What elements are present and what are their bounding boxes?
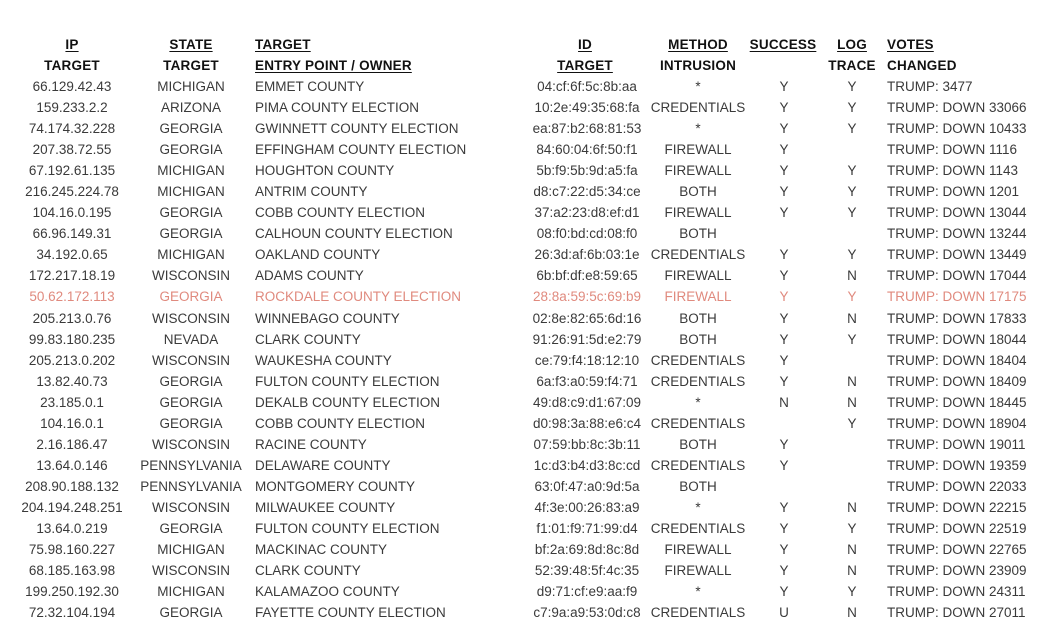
- cell-log: N: [847, 542, 857, 558]
- cell-log: N: [847, 394, 857, 410]
- cell-success: Y: [779, 163, 789, 179]
- table-row: [0, 287, 1047, 308]
- cell-votes: TRUMP: DOWN 22765: [887, 542, 1027, 558]
- cell-success: U: [779, 605, 789, 621]
- header-row-2: [0, 56, 1047, 77]
- cell-ip: 13.82.40.73: [36, 373, 108, 389]
- cell-success: Y: [779, 331, 789, 347]
- cell-state: WISCONSIN: [151, 563, 231, 579]
- cell-method: CREDENTIALS: [650, 457, 746, 473]
- cell-id: 08:f0:bd:cd:08:f0: [536, 226, 638, 242]
- cell-target: FAYETTE COUNTY ELECTION: [255, 605, 446, 621]
- cell-ip: 104.16.0.1: [40, 415, 104, 431]
- cell-id: 4f:3e:00:26:83:a9: [534, 499, 640, 515]
- cell-id: 02:8e:82:65:6d:16: [532, 310, 642, 326]
- header-ip-sub: TARGET: [44, 58, 100, 73]
- cell-id: 10:2e:49:35:68:fa: [534, 100, 640, 116]
- cell-success: Y: [779, 373, 789, 389]
- cell-state: WISCONSIN: [151, 436, 231, 452]
- cell-state: PENNSYLVANIA: [140, 457, 242, 473]
- cell-target: FULTON COUNTY ELECTION: [255, 520, 440, 536]
- header-log: LOG: [837, 37, 867, 52]
- cell-ip: 205.213.0.202: [28, 352, 116, 368]
- cell-success: Y: [779, 520, 789, 536]
- cell-method: BOTH: [679, 184, 717, 200]
- cell-id: 91:26:91:5d:e2:79: [532, 331, 642, 347]
- table-row: [0, 98, 1047, 119]
- cell-id: 5b:f9:5b:9d:a5:fa: [536, 163, 638, 179]
- cell-success: Y: [779, 563, 789, 579]
- cell-state: GEORGIA: [159, 289, 223, 305]
- cell-target: ANTRIM COUNTY: [255, 184, 368, 200]
- cell-votes: TRUMP: DOWN 10433: [887, 121, 1027, 137]
- table-row: [0, 203, 1047, 224]
- cell-ip: 99.83.180.235: [28, 331, 116, 347]
- cell-method: CREDENTIALS: [650, 415, 746, 431]
- cell-success: Y: [779, 310, 789, 326]
- cell-ip: 159.233.2.2: [36, 100, 108, 116]
- cell-target: MILWAUKEE COUNTY: [255, 499, 396, 515]
- cell-log: N: [847, 499, 857, 515]
- cell-id: 6a:f3:a0:59:f4:71: [536, 373, 638, 389]
- cell-method: FIREWALL: [664, 268, 732, 284]
- header-id-sub: TARGET: [557, 58, 613, 73]
- cell-success: Y: [779, 100, 789, 116]
- cell-state: GEORGIA: [159, 205, 223, 221]
- cell-method: FIREWALL: [664, 289, 732, 305]
- header-ip: IP: [65, 37, 79, 52]
- header-method-sub: INTRUSION: [659, 58, 737, 73]
- cell-id: 6b:bf:df:e8:59:65: [536, 268, 638, 284]
- cell-log: Y: [847, 184, 857, 200]
- cell-log: Y: [847, 79, 857, 94]
- table-body: [0, 77, 1047, 624]
- cell-success: Y: [779, 352, 789, 368]
- table-row: [0, 330, 1047, 351]
- table-row: [0, 140, 1047, 161]
- cell-votes: TRUMP: DOWN 22215: [887, 499, 1027, 515]
- table-row: [0, 351, 1047, 372]
- cell-state: MICHIGAN: [157, 584, 225, 600]
- cell-ip: 13.64.0.219: [36, 520, 108, 536]
- cell-method: BOTH: [679, 478, 717, 494]
- cell-target: FULTON COUNTY ELECTION: [255, 373, 440, 389]
- cell-ip: 2.16.186.47: [36, 436, 108, 452]
- cell-state: PENNSYLVANIA: [140, 478, 242, 494]
- header-state: STATE: [169, 37, 213, 52]
- cell-method: FIREWALL: [664, 563, 732, 579]
- cell-log: N: [847, 268, 857, 284]
- cell-state: MICHIGAN: [157, 79, 225, 94]
- cell-id: 49:d8:c9:d1:67:09: [532, 394, 642, 410]
- cell-target: WAUKESHA COUNTY: [255, 352, 392, 368]
- cell-success: Y: [779, 289, 789, 305]
- cell-state: GEORGIA: [159, 121, 223, 137]
- cell-method: CREDENTIALS: [650, 247, 746, 263]
- table-row: [0, 561, 1047, 582]
- cell-state: WISCONSIN: [151, 310, 231, 326]
- cell-target: DELAWARE COUNTY: [255, 457, 391, 473]
- cell-success: Y: [779, 205, 789, 221]
- cell-ip: 216.245.224.78: [25, 184, 119, 200]
- cell-ip: 50.62.172.113: [29, 289, 115, 305]
- cell-target: CALHOUN COUNTY ELECTION: [255, 226, 453, 242]
- cell-ip: 205.213.0.76: [32, 310, 112, 326]
- cell-target: DEKALB COUNTY ELECTION: [255, 394, 441, 410]
- cell-ip: 199.250.192.30: [25, 584, 119, 600]
- cell-votes: TRUMP: DOWN 27011: [887, 605, 1026, 621]
- cell-target: MACKINAC COUNTY: [255, 542, 388, 558]
- cell-ip: 66.96.149.31: [32, 226, 112, 242]
- cell-target: GWINNETT COUNTY ELECTION: [255, 121, 459, 137]
- cell-method: BOTH: [679, 436, 717, 452]
- cell-votes: TRUMP: DOWN 23909: [887, 563, 1027, 579]
- cell-votes: TRUMP: DOWN 13044: [887, 205, 1027, 221]
- cell-state: MICHIGAN: [157, 184, 225, 200]
- cell-method: CREDENTIALS: [650, 100, 746, 116]
- cell-state: WISCONSIN: [151, 499, 231, 515]
- cell-method: FIREWALL: [664, 205, 732, 221]
- header-target: TARGET: [255, 37, 311, 52]
- table-row: [0, 372, 1047, 393]
- cell-state: GEORGIA: [159, 605, 223, 621]
- table-row: [0, 393, 1047, 414]
- cell-votes: TRUMP: DOWN 13449: [887, 247, 1027, 263]
- cell-target: RACINE COUNTY: [255, 436, 367, 452]
- table-row: [0, 309, 1047, 330]
- cell-target: WINNEBAGO COUNTY: [255, 310, 400, 326]
- cell-id: 1c:d3:b4:d3:8c:cd: [533, 457, 641, 473]
- cell-votes: TRUMP: DOWN 17175: [887, 289, 1027, 305]
- cell-id: bf:2a:69:8d:8c:8d: [534, 542, 640, 558]
- cell-ip: 13.64.0.146: [36, 457, 108, 473]
- cell-ip: 66.129.42.43: [32, 79, 112, 94]
- cell-ip: 207.38.72.55: [32, 142, 112, 158]
- cell-method: *: [695, 584, 701, 600]
- cell-method: CREDENTIALS: [650, 373, 746, 389]
- cell-method: BOTH: [679, 331, 717, 347]
- cell-votes: TRUMP: DOWN 22519: [887, 520, 1027, 536]
- cell-id: 37:a2:23:d8:ef:d1: [534, 205, 640, 221]
- cell-success: N: [779, 394, 789, 410]
- cell-id: ce:79:f4:18:12:10: [534, 352, 640, 368]
- cell-id: d0:98:3a:88:e6:c4: [532, 415, 642, 431]
- cell-target: COBB COUNTY ELECTION: [255, 415, 426, 431]
- cell-votes: TRUMP: DOWN 33066: [887, 100, 1027, 116]
- cell-votes: TRUMP: 3477: [887, 79, 973, 94]
- cell-votes: TRUMP: DOWN 13244: [887, 226, 1027, 242]
- table-row: [0, 245, 1047, 266]
- table-row: [0, 414, 1047, 435]
- table-row: [0, 603, 1047, 624]
- cell-ip: 67.192.61.135: [28, 163, 116, 179]
- cell-id: d9:71:cf:e9:aa:f9: [536, 584, 638, 600]
- header-row-1: [0, 35, 1047, 56]
- cell-target: HOUGHTON COUNTY: [255, 163, 395, 179]
- cell-log: N: [847, 310, 857, 326]
- cell-ip: 74.174.32.228: [28, 121, 116, 137]
- header-state-sub: TARGET: [163, 58, 219, 73]
- cell-ip: 72.32.104.194: [28, 605, 116, 621]
- cell-success: Y: [779, 499, 789, 515]
- cell-log: Y: [847, 205, 857, 221]
- table-row: [0, 456, 1047, 477]
- table-row: [0, 498, 1047, 519]
- cell-state: MICHIGAN: [157, 542, 225, 558]
- cell-id: 26:3d:af:6b:03:1e: [534, 247, 640, 263]
- cell-method: CREDENTIALS: [650, 605, 746, 621]
- cell-id: 28:8a:59:5c:69:b9: [532, 289, 642, 305]
- cell-method: *: [695, 394, 701, 410]
- cell-log: Y: [847, 584, 857, 600]
- cell-state: GEORGIA: [159, 142, 223, 158]
- cell-votes: TRUMP: DOWN 18044: [887, 331, 1027, 347]
- cell-success: Y: [779, 436, 789, 452]
- cell-success: Y: [779, 247, 789, 263]
- cell-log: Y: [847, 100, 857, 116]
- cell-log: N: [847, 563, 857, 579]
- header-success: SUCCESS: [749, 37, 817, 52]
- cell-log: Y: [847, 121, 857, 137]
- cell-votes: TRUMP: DOWN 17044: [887, 268, 1027, 284]
- table-row: [0, 266, 1047, 287]
- cell-target: ADAMS COUNTY: [255, 268, 364, 284]
- cell-log: Y: [847, 289, 857, 305]
- cell-method: CREDENTIALS: [650, 352, 746, 368]
- cell-ip: 75.98.160.227: [28, 542, 116, 558]
- cell-method: *: [695, 499, 701, 515]
- cell-state: GEORGIA: [159, 415, 223, 431]
- header-id: ID: [578, 37, 592, 52]
- cell-id: 52:39:48:5f:4c:35: [534, 563, 640, 579]
- cell-state: GEORGIA: [159, 394, 223, 410]
- cell-state: ARIZONA: [160, 100, 222, 116]
- table-row: [0, 182, 1047, 203]
- cell-votes: TRUMP: DOWN 22033: [887, 478, 1027, 494]
- cell-method: BOTH: [679, 226, 717, 242]
- table-row: [0, 540, 1047, 561]
- cell-votes: TRUMP: DOWN 18445: [887, 394, 1027, 410]
- cell-log: Y: [847, 415, 857, 431]
- cell-log: Y: [847, 520, 857, 536]
- cell-target: PIMA COUNTY ELECTION: [255, 100, 420, 116]
- cell-target: EFFINGHAM COUNTY ELECTION: [255, 142, 467, 158]
- cell-success: Y: [779, 184, 789, 200]
- header-log-sub: TRACE: [828, 58, 876, 73]
- cell-success: Y: [779, 457, 789, 473]
- cell-success: Y: [779, 584, 789, 600]
- cell-votes: TRUMP: DOWN 18409: [887, 373, 1027, 389]
- cell-state: MICHIGAN: [157, 247, 225, 263]
- cell-state: NEVADA: [163, 331, 219, 347]
- cell-method: CREDENTIALS: [650, 520, 746, 536]
- cell-state: WISCONSIN: [151, 268, 231, 284]
- cell-votes: TRUMP: DOWN 19359: [887, 457, 1027, 473]
- table-row: [0, 77, 1047, 98]
- cell-target: ROCKDALE COUNTY ELECTION: [255, 289, 462, 305]
- cell-ip: 34.192.0.65: [36, 247, 108, 263]
- table-row: [0, 161, 1047, 182]
- cell-id: c7:9a:a9:53:0d:c8: [533, 605, 641, 621]
- cell-state: GEORGIA: [159, 226, 223, 242]
- cell-success: Y: [779, 121, 789, 137]
- header-method: METHOD: [668, 37, 728, 52]
- cell-ip: 172.217.18.19: [28, 268, 116, 284]
- cell-id: d8:c7:22:d5:34:ce: [533, 184, 641, 200]
- cell-id: 84:60:04:6f:50:f1: [536, 142, 638, 158]
- cell-target: OAKLAND COUNTY: [255, 247, 381, 263]
- cell-id: ea:87:b2:68:81:53: [532, 121, 642, 137]
- header-target-sub: ENTRY POINT / OWNER: [255, 58, 412, 73]
- cell-log: Y: [847, 331, 857, 347]
- cell-id: 63:0f:47:a0:9d:5a: [534, 478, 640, 494]
- header-votes-sub: CHANGED: [887, 58, 957, 73]
- cell-ip: 23.185.0.1: [40, 394, 104, 410]
- cell-votes: TRUMP: DOWN 24311: [887, 584, 1026, 600]
- cell-ip: 104.16.0.195: [32, 205, 112, 221]
- table-row: [0, 582, 1047, 603]
- table-row: [0, 119, 1047, 140]
- cell-votes: TRUMP: DOWN 18904: [887, 415, 1027, 431]
- cell-ip: 208.90.188.132: [25, 478, 119, 494]
- table-row: [0, 477, 1047, 498]
- cell-target: CLARK COUNTY: [255, 331, 361, 347]
- cell-ip: 68.185.163.98: [28, 563, 116, 579]
- cell-votes: TRUMP: DOWN 19011: [887, 436, 1026, 452]
- cell-success: Y: [779, 142, 789, 158]
- cell-id: 04:cf:6f:5c:8b:aa: [537, 79, 637, 94]
- cell-ip: 204.194.248.251: [21, 499, 123, 515]
- cell-target: COBB COUNTY ELECTION: [255, 205, 426, 221]
- cell-votes: TRUMP: DOWN 1116: [887, 142, 1018, 158]
- cell-log: N: [847, 373, 857, 389]
- cell-id: f1:01:f9:71:99:d4: [536, 520, 638, 536]
- cell-target: MONTGOMERY COUNTY: [255, 478, 416, 494]
- cell-votes: TRUMP: DOWN 17833: [887, 310, 1027, 326]
- cell-votes: TRUMP: DOWN 1201: [887, 184, 1020, 200]
- cell-log: Y: [847, 247, 857, 263]
- cell-method: FIREWALL: [664, 163, 732, 179]
- cell-id: 07:59:bb:8c:3b:11: [533, 436, 641, 452]
- cell-method: *: [695, 121, 701, 137]
- cell-target: EMMET COUNTY: [255, 79, 365, 94]
- cell-state: MICHIGAN: [157, 163, 225, 179]
- cell-state: GEORGIA: [159, 373, 223, 389]
- cell-success: Y: [779, 542, 789, 558]
- cell-method: BOTH: [679, 310, 717, 326]
- cell-votes: TRUMP: DOWN 1143: [887, 163, 1019, 179]
- header-votes: VOTES: [887, 37, 934, 52]
- cell-method: *: [695, 79, 701, 94]
- cell-method: FIREWALL: [664, 542, 732, 558]
- cell-log: Y: [847, 163, 857, 179]
- cell-method: FIREWALL: [664, 142, 732, 158]
- cell-state: GEORGIA: [159, 520, 223, 536]
- cell-target: KALAMAZOO COUNTY: [255, 584, 400, 600]
- table-row: [0, 224, 1047, 245]
- cell-state: WISCONSIN: [151, 352, 231, 368]
- cell-target: CLARK COUNTY: [255, 563, 361, 579]
- cell-success: Y: [779, 79, 789, 94]
- cell-success: Y: [779, 268, 789, 284]
- cell-votes: TRUMP: DOWN 18404: [887, 352, 1027, 368]
- cell-log: N: [847, 605, 857, 621]
- table-row: [0, 519, 1047, 540]
- table-row: [0, 435, 1047, 456]
